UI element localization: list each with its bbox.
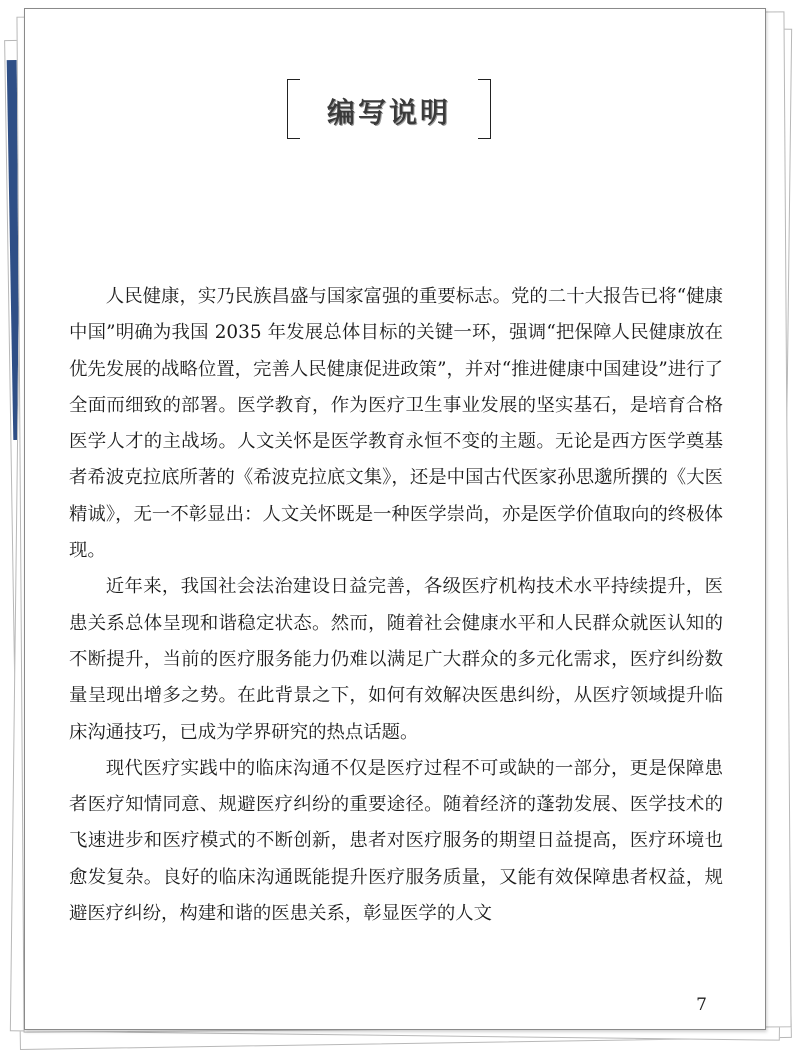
page-title: 编写说明: [326, 96, 451, 129]
paragraph-2: 近年来，我国社会法治建设日益完善，各级医疗机构技术水平持续提升，医患关系总体呈现和谐稳定状态。然而，随着社会健康水平和人民群众就医认知的不断提升，当前的医疗服务能力仍难以满足广大群众的多元化需求，医疗纠纷数量呈现出增多之势。在此背景之下，如何有效解决医患纠纷，从医疗领域提升临床沟通技巧，已成为学界研究的热点话题。: [69, 576, 723, 743]
document-page: [24, 8, 766, 1030]
title-frame: [287, 79, 491, 137]
paragraph-1: 人民健康，实乃民族昌盛与国家富强的重要标志。党的二十大报告已将“健康中国”明确为我国 2035 年发展总体目标的关键一环，强调“把保障人民健康放在优先发展的战略位置，完善人民健康促进政策”，并对“推进健康中国建设”进行了全面而细致的部署。医学教育，作为医疗卫生事业发展的坚实基石，是培育合格医学人才的主战场。人文关怀是医学教育永恒不变的主题。无论是西方医学奠基者希波克拉底所著的《希波克拉底文集》，还是中国古代医家孙思邈所撰的《大医精诚》，无一不彰显出：人文关怀既是一种医学崇尚，亦是医学价值取向的终极体现。: [69, 286, 723, 562]
body-text: [69, 279, 723, 932]
paragraph-3: 现代医疗实践中的临床沟通不仅是医疗过程不可或缺的一部分，更是保障患者医疗知情同意、规避医疗纠纷的重要途径。随着经济的蓬勃发展、医学技术的飞速进步和医疗模式的不断创新，患者对医疗服务的期望日益提高，医疗环境也愈发复杂。良好的临床沟通既能提升医疗服务质量，又能有效保障患者权益，规避医疗纠纷，构建和谐的医患关系，彰显医学的人文: [69, 757, 723, 925]
page-number: 7: [696, 995, 707, 1015]
